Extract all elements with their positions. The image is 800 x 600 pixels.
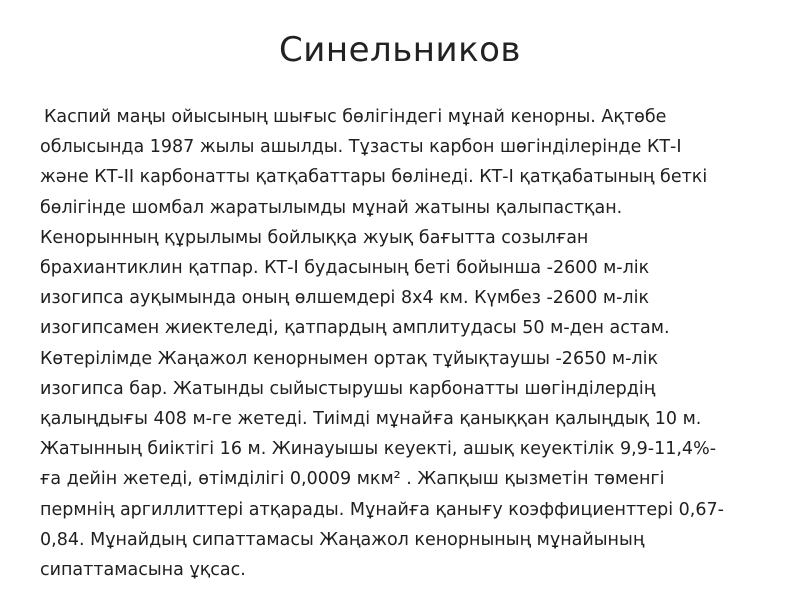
body-line: Каспий маңы ойысының шығыс бөлігіндегі мұнай кенорны. Ақтөбе [44, 107, 667, 127]
body-line: брахиантиклин қатпар. КТ-I будасының беті бойынша -2600 м-лік [40, 258, 650, 279]
body-line: қалыңдығы 408 м-ге жетеді. Тиімді мұнайға қаныққан қалыңдық 10 м. [40, 409, 702, 430]
body-line: изогипсамен жиектеледі, қатпардың амплитудасы 50 м-ден астам. [40, 318, 670, 339]
slide-body [40, 102, 780, 585]
body-line: бөлігінде шомбал жаратылымды мұнай жатыны қалыпастқан. [40, 197, 623, 218]
slide-title: Синельников [279, 30, 521, 70]
body-line: Көтерілімде Жаңажол кенорнымен ортақ тұйықтаушы -2650 м-лік [40, 348, 659, 369]
body-line: және КТ-II карбонатты қатқабаттары бөлінеді. КТ-I қатқабатының беткі [40, 167, 708, 188]
body-line: Жатынның биіктігі 16 м. Жинауышы кеуекті, ашық кеуектілік 9,9-11,4%- [40, 439, 717, 460]
body-line: пермнің аргиллиттері атқарады. Мұнайға қанығу коэффициенттері 0,67- [40, 499, 724, 520]
body-line: 0,84. Мұнайдың сипаттамасы Жаңажол кенорнының мұнайының [40, 529, 645, 550]
body-line: облысында 1987 жылы ашылды. Тұзасты карбон шөгінділерінде КТ-I [40, 137, 682, 158]
body-line: изогипса бар. Жатынды сыйыстырушы карбонатты шөгінділердің [40, 378, 656, 399]
body-line: Кенорынның құрылымы бойлыққа жуық бағытта созылған [40, 227, 589, 248]
body-line: изогипса ауқымында оның өлшемдері 8х4 км. Күмбез -2600 м-лік [40, 288, 650, 309]
body-line: ға дейін жетеді, өтімділігі 0,0009 мкм² . Жапқыш қызметін төменгі [40, 469, 665, 490]
body-line: сипаттамасына ұқсас. [40, 560, 246, 581]
